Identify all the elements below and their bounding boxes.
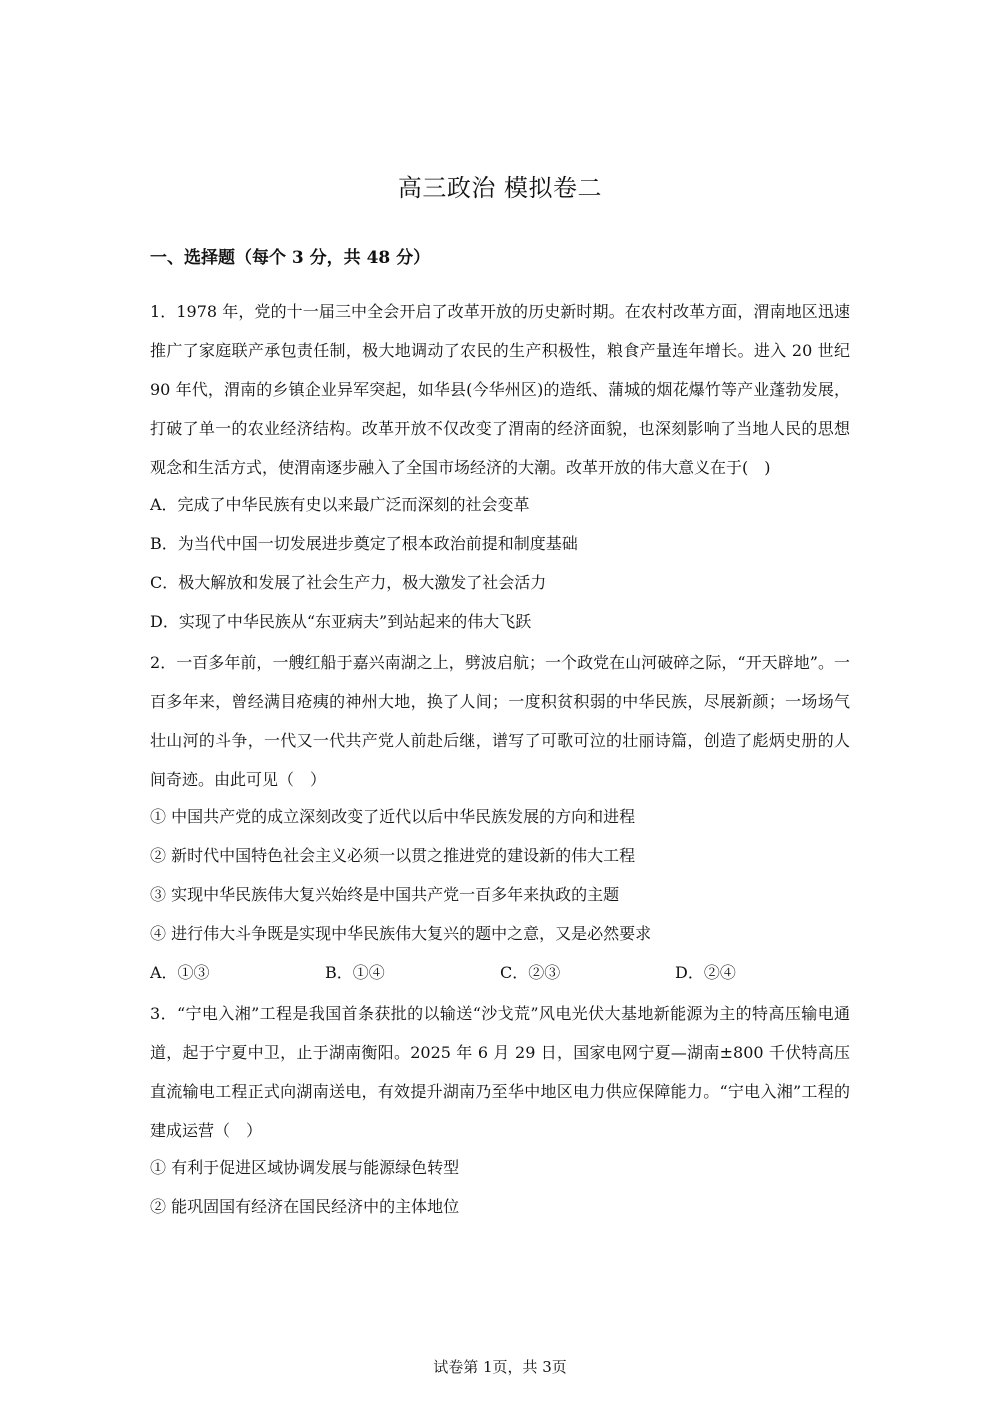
question-2-stem: 2．一百多年前，一艘红船于嘉兴南湖之上，劈波启航；一个政党在山河破碎之际，“开天辟地”。一百多年来，曾经满目疮痍的神州大地，换了人间；一度积贫积弱的中华民族，尽展新颜；一场场气壮山河的斗争，一代又一代共产党人前赴后继，谱写了可歌可泣的壮丽诗篇，创造了彪炳史册的人间奇迹。由此可见（ ）	[150, 653, 850, 789]
question-2-option-b: B．①④	[325, 963, 385, 982]
question-1-option-d: D．实现了中华民族从“东亚病夫”到站起来的伟大飞跃	[150, 612, 532, 631]
question-3-statement-2: ② 能巩固国有经济在国民经济中的主体地位	[150, 1197, 460, 1216]
page-footer: 试卷第 1页，共 3页	[433, 1358, 567, 1376]
question-2-statement-2: ② 新时代中国特色社会主义必须一以贯之推进党的建设新的伟大工程	[150, 846, 636, 865]
question-1-option-b: B．为当代中国一切发展进步奠定了根本政治前提和制度基础	[150, 534, 578, 553]
question-2-option-c: C．②③	[500, 963, 561, 982]
question-list	[150, 292, 850, 1228]
question-1-option-c: C．极大解放和发展了社会生产力，极大激发了社会活力	[150, 573, 547, 592]
question-2-statement-1: ① 中国共产党的成立深刻改变了近代以后中华民族发展的方向和进程	[150, 807, 636, 826]
question-2-statement-4: ④ 进行伟大斗争既是实现中华民族伟大复兴的题中之意，又是必然要求	[150, 924, 652, 943]
page-title: 高三政治 模拟卷二	[397, 174, 603, 202]
question-3-statement-1: ① 有利于促进区域协调发展与能源绿色转型	[150, 1158, 460, 1177]
question-3-stem: 3．“宁电入湘”工程是我国首条获批的以输送“沙戈荒”风电光伏大基地新能源为主的特高压输电通道，起于宁夏中卫，止于湖南衡阳。2025 年 6 月 29 日，国家电网宁夏—湖南±800 千伏特高压直流输电工程正式向湖南送电，有效提升湖南乃至华中地区电力供应保障能力。“宁电入湘”工程的建成运营（ ）	[150, 1004, 850, 1140]
question-2-options	[150, 955, 850, 994]
question-2-option-a: A．①③	[150, 963, 210, 982]
question-1-stem: 1．1978 年，党的十一届三中全会开启了改革开放的历史新时期。在农村改革方面，渭南地区迅速推广了家庭联产承包责任制，极大地调动了农民的生产积极性，粮食产量连年增长。进入 20 世纪 90 年代，渭南的乡镇企业异军突起，如华县(今华州区)的造纸、蒲城的烟花爆竹等产业蓬勃发展，打破了单一的农业经济结构。改革开放不仅改变了渭南的经济面貌，也深刻影响了当地人民的思想观念和生活方式，使渭南逐步融入了全国市场经济的大潮。改革开放的伟大意义在于( )	[150, 302, 850, 477]
section-heading: 一、选择题（每个 3 分，共 48 分）	[150, 248, 431, 268]
question-2-option-d: D．②④	[675, 963, 736, 982]
question-1-option-a: A．完成了中华民族有史以来最广泛而深刻的社会变革	[150, 495, 530, 514]
question-2-statement-3: ③ 实现中华民族伟大复兴始终是中国共产党一百多年来执政的主题	[150, 885, 620, 904]
